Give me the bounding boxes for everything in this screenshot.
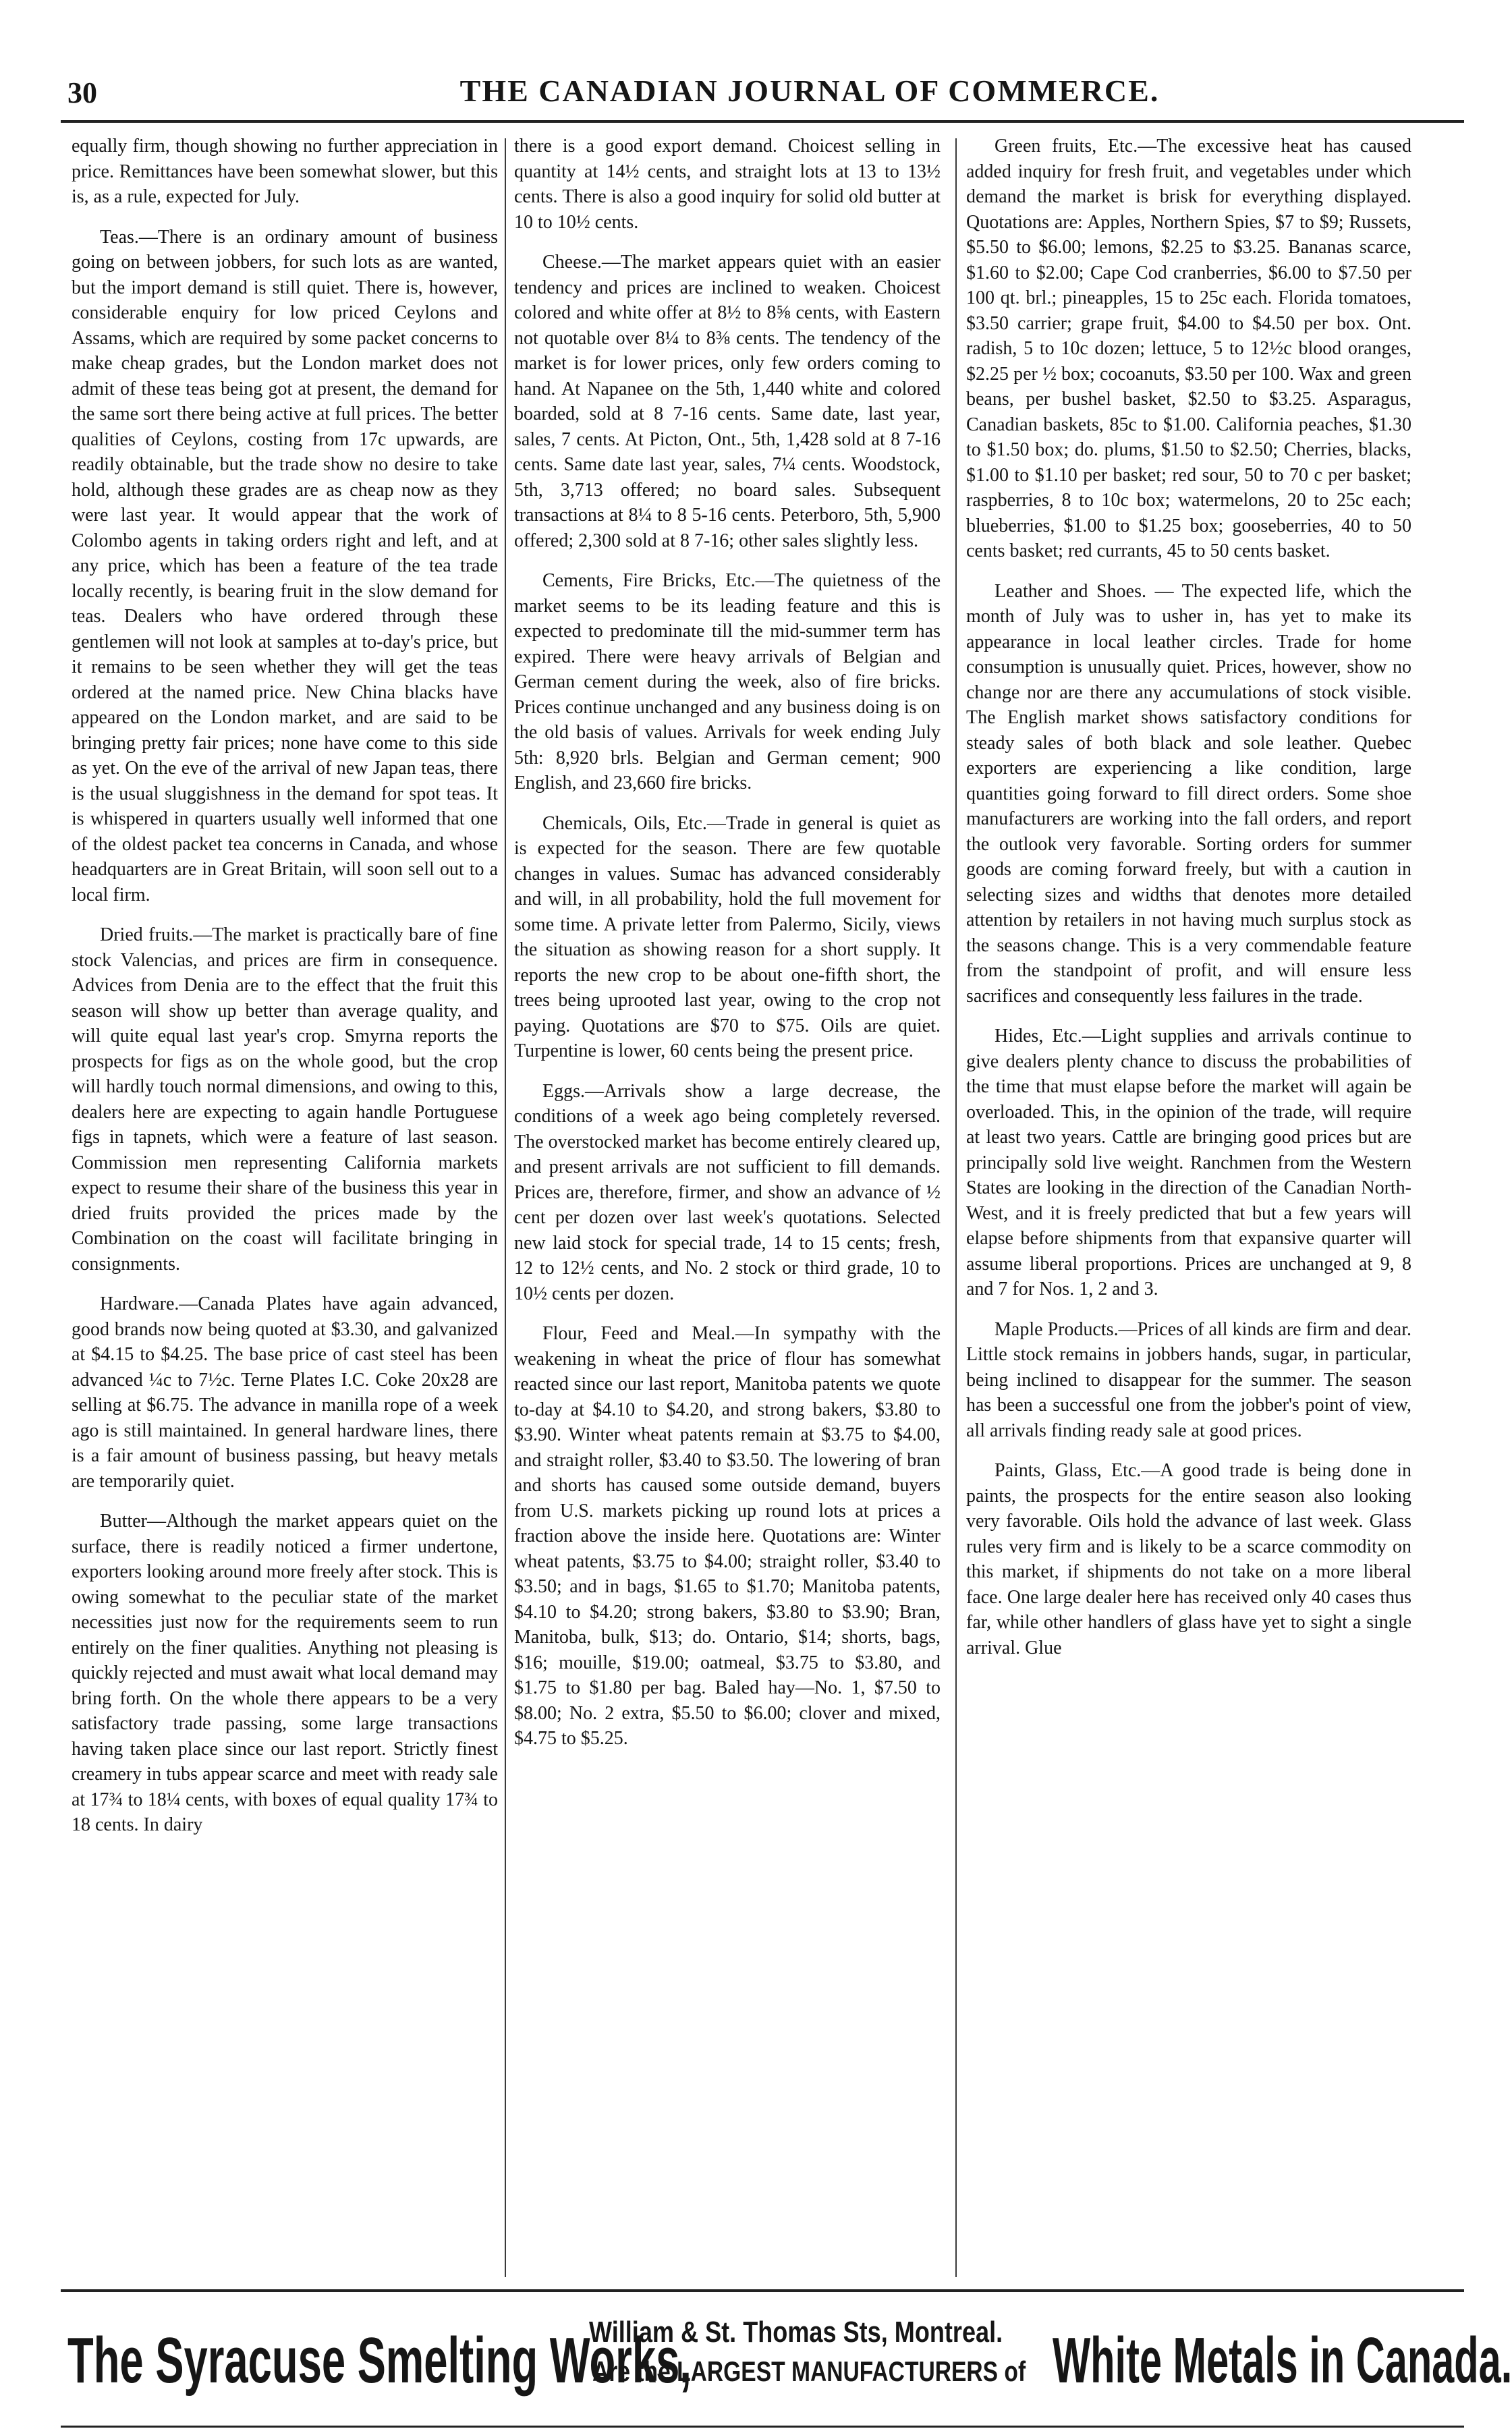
column-2 [514, 134, 941, 2281]
article-paragraph: Flour, Feed and Meal.—In sympathy with the weakening in wheat the price of flour has somewhat reacted since our last report, Manitoba patents we quote to-day at $4.10 to $4.20, and strong bakers, $3.80 to $3.90. Winter wheat patents remain at $3.75 to $4.00, and straight roller, $3.40 to $3.50. The lowering of bran and shorts has caused some outside demand, buyers from U.S. markets picking up round lots at prices a fraction above the inside here. Quotations are: Winter wheat patents, $3.75 to $4.00; straight roller, $3.40 to $3.50; and in bags, $1.65 to $1.70; Manitoba patents, $4.10 to $4.20; strong bakers, $3.80 to $3.90; Bran, Manitoba, bulk, $13; do. Ontario, $14; shorts, bags, $16; mouille, $19.00; oatmeal, $3.75 to $3.80, and $1.75 to $1.80 per bag. Baled hay—No. 1, $7.50 to $8.00; No. 2 extra, $5.50 to $6.00; clover and mixed, $4.75 to $5.25. [514, 1323, 941, 1749]
column-3 [966, 134, 1411, 2281]
article-paragraph: there is a good export demand. Choicest selling in quantity at 14½ cents, and straight lots at 13 to 13½ cents. There is also a good inquiry for solid old butter at 10 to 10½ cents. [514, 136, 941, 233]
article-paragraph: Green fruits, Etc.—The excessive heat has caused added inquiry for fresh fruit, and vegetables under which demand the market is brisk for everything displayed. Quotations are: Apples, Northern Spies, $7 to $9; Russets, $5.50 to $6.00; lemons, $2.25 to $3.25. Bananas scarce, $1.60 to $2.00; Cape Cod cranberries, $6.00 to $7.50 per 100 qt. brl.; pineapples, 15 to 25c each. Florida tomatoes, $3.50 carrier; grape fruit, $4.00 to $4.50 per box. Ont. radish, 5 to 10c dozen; lettuce, 5 to 12½c blood oranges, $2.25 per ½ box; cocoanuts, $3.50 per 100. Wax and green beans, per bushel basket, $2.50 to $3.25. Asparagus, Canadian baskets, 85c to $1.00. California peaches, $1.30 to $1.50 box; do. plums, $1.50 to $2.50; Cherries, blacks, $1.00 to $1.10 per basket; red sour, 50 to 70 c per basket; raspberries, 8 to 10c box; watermelons, 20 to 25c each; blueberries, $1.00 to $1.25 box; gooseberries, 40 to 50 cents basket; red currants, 45 to 50 cents basket. [966, 136, 1411, 561]
ad-middle-block [559, 2313, 1026, 2407]
ad-product-text: White Metals in Canada. [1053, 2324, 1512, 2397]
article-paragraph: Cements, Fire Bricks, Etc.—The quietness of the market seems to be its leading feature and this is expected to predominate till the mid-summer term has expired. There were heavy arrivals of Belgian and German cement during the week, also of fire bricks. Prices continue unchanged and any business doing is on the old basis of values. Arrivals for week ending July 5th: 8,920 brls. Belgian and German cement; 900 English, and 23,660 fire bricks. [514, 570, 941, 793]
article-paragraph: Dried fruits.—The market is practically bare of fine stock Valencias, and prices are firm in consequence. Advices from Denia are to the effect that the fruit this season will show up better than average quality, and will quite equal last year's crop. Smyrna reports the prospects for figs as on the whole good, but the crop will hardly touch normal dimensions, and owing to this, dealers here are expecting to again handle Portuguese figs in tapnets, which were a feature of last season. Commission men representing California markets expect to resume their share of the business this year in dried fruits provided the prices made by the Combination on the coast will facilitate bringing in consignments. [72, 924, 498, 1275]
article-paragraph: Butter—Although the market appears quiet on the surface, there is readily noticed a firmer undertone, exporters looking around more freely after stock. This is owing somewhat to the peculiar state of the market necessities just now for the requirements seem to run entirely on the finer qualities. Anything not pleasing is quickly rejected and must await what local demand may bring forth. On the whole there appears to be a very satisfactory trade passing, some large transactions having taken place since our last report. Strictly finest creamery in tubs appear scarce and meet with ready sale at 17¾ to 18¼ cents, with boxes of equal quality 17¾ to 18 cents. In dairy [72, 1511, 498, 1835]
bottom-rule [61, 2426, 1464, 2428]
ad-tagline: Are the LARGEST MANUFACTURERS of [592, 2355, 1026, 2387]
article-paragraph: Maple Products.—Prices of all kinds are firm and dear. Little stock remains in jobbers hands, sugar, in particular, being inclined to disappear for the summer. The season has been a successful one from the jobber's point of view, all arrivals finding ready sale at good prices. [966, 1318, 1411, 1441]
article-paragraph: Hardware.—Canada Plates have again advanced, good brands now being quoted at $3.30, and galvanized at $4.15 to $4.25. The base price of cast steel has been advanced ¼c to 7½c. Terne Plates I.C. Coke 20x28 are selling at $6.75. The advance in manilla rope of a week ago is still maintained. In general hardware lines, there is a fair amount of business passing, but heavy metals are temporarily quiet. [72, 1293, 498, 1492]
article-paragraph: Teas.—There is an ordinary amount of business going on between jobbers, for such lots as are wanted, but the import demand is still quiet. There is, however, considerable enquiry for low priced Ceylons and Assams, which are required by some packet concerns to make cheap grades, but the London market does not admit of these teas being got at present, the demand for the same sort there being active at full prices. The better qualities of Ceylons, costing from 17c upwards, are readily obtainable, but the trade show no desire to take hold, although these grades are as cheap now as they were last year. It would appear that the work of Colombo agents in taking orders right and left, and at any price, which has been a feature of the tea trade locally recently, is bearing fruit in the slow demand for teas. Dealers who have ordered through these gentlemen will not look at samples at to-day's price, but it remains to be seen whether they will get the teas ordered at the named price. New China blacks have appeared on the London market, and are said to be bringing pretty fair prices; none have come to this side as yet. On the eve of the arrival of new Japan teas, there is the usual sluggishness in the demand for spot teas. It is whispered in quarters usually well informed that one of the oldest packet tea concerns in Canada, and whose headquarters are in Great Britain, will soon sell out to a local firm. [72, 226, 498, 905]
ad-company-name: The Syracuse Smelting Works, [67, 2324, 692, 2397]
article-paragraph: Hides, Etc.—Light supplies and arrivals continue to give dealers plenty chance to discuss the probabilities of the time that must elapse before the market will again be overloaded. This, in the opinion of the trade, will require at least two years. Cattle are bringing good prices but are principally sold live weight. Ranchmen from the Western States are looking in the direction of the Canadian North-West, and it is freely predicted that but a few years will elapse before shipments from that expansive quarter will assume liberal proportions. Prices are unchanged at 9, 8 and 7 for Nos. 1, 2 and 3. [966, 1026, 1411, 1299]
column-divider [505, 138, 506, 2277]
footer-rule [61, 2289, 1464, 2292]
ad-address: William & St. Thomas Sts, Montreal. [589, 2316, 1003, 2349]
advertisement-banner [67, 2299, 1512, 2421]
article-paragraph: Eggs.—Arrivals show a large decrease, the conditions of a week ago being completely reversed. The overstocked market has become entirely cleared up, and present arrivals are not sufficient to fill demands. Prices are, therefore, firmer, and show an advance of ½ cent per dozen over last week's quotations. Selected new laid stock for special trade, 14 to 15 cents; fresh, 12 to 12½ cents, and No. 2 stock or third grade, 10 to 10½ cents per dozen. [514, 1080, 941, 1304]
column-1 [72, 134, 498, 2281]
column-divider [955, 138, 957, 2277]
article-paragraph: Paints, Glass, Etc.—A good trade is being done in paints, the prospects for the entire season also looking very favorable. Oils hold the advance of last week. Glass rules very firm and is likely to be a scarce commodity on this market, if shipments do not take on a more liberal face. One large dealer here has received only 40 cases thus far, while other handlers of glass have yet to sight a single arrival. Glue [966, 1460, 1411, 1658]
header-rule [61, 120, 1464, 123]
journal-title: THE CANADIAN JOURNAL OF COMMERCE. [459, 74, 1160, 108]
page-number: 30 [67, 76, 97, 109]
article-paragraph: Leather and Shoes. — The expected life, which the month of July was to usher in, has yet to make its appearance in local leather circles. Trade for home consumption is unusually quiet. Prices, however, show no change nor are there any accumulations of stock visible. The English market shows satisfactory conditions for steady sales of both black and sole leather. Quebec exporters are experiencing a like condition, large quantities going forward to fill direct orders. Some shoe manufacturers are working into the fall orders, and report the outlook very favorable. Sorting orders for summer goods are coming forward freely, but with a caution in selecting sizes and widths that denotes more detailed attention by retailers in not having much surplus stock as the seasons change. This is a very commendable feature from the standpoint of profit, and will ensure less sacrifices and consequently less failures in the trade. [966, 580, 1411, 1007]
article-paragraph: Chemicals, Oils, Etc.—Trade in general is quiet as is expected for the season. There are few quotable changes in values. Sumac has advanced considerably and will, in all probability, hold the full movement for some time. A private letter from Palermo, Sicily, views the situation as showing reason for a short supply. It reports the new crop to be about one-fifth short, the trees being uprooted last year, owing to the crop not paying. Quotations are $70 to $75. Oils are quiet. Turpentine is lower, 60 cents being the present price. [514, 812, 941, 1061]
article-paragraph: Cheese.—The market appears quiet with an easier tendency and prices are inclined to weaken. Choicest colored and white offer at 8½ to 8⅝ cents, with Eastern not quotable over 8¼ to 8⅜ cents. The tendency of the market is for lower prices, only few orders coming to hand. At Napanee on the 5th, 1,440 white and colored boarded, sold at 8 7-16 cents. Same date, last year, sales, 7 cents. At Picton, Ont., 5th, 1,428 sold at 8 7-16 cents. Same date last year, sales, 7¼ cents. Woodstock, 5th, 3,713 offered; no board sales. Subsequent transactions at 8¼ to 8 5-16 cents. Peterboro, 5th, 5,900 offered; 2,300 sold at 8 7-16; other sales slightly less. [514, 252, 941, 551]
article-paragraph: equally firm, though showing no further appreciation in price. Remittances have been somewhat slower, but this is, as a rule, expected for July. [72, 136, 498, 207]
